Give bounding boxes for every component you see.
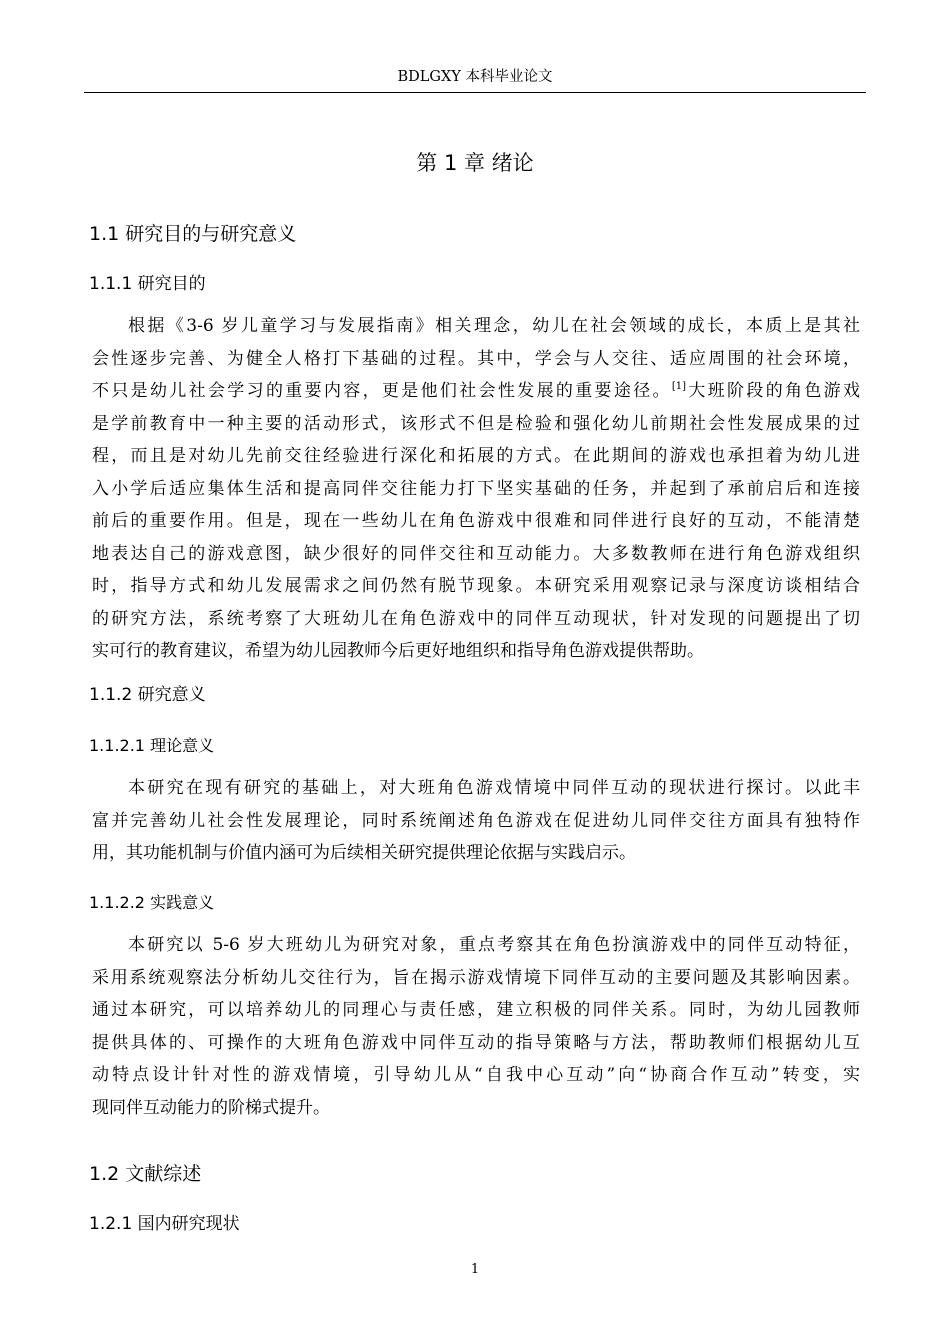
text-line: 程，而且是对幼儿先前交往经验进行深化和拓展的方式。在此期间的游戏也承担着为幼儿进 <box>92 446 860 466</box>
text-line: 地表达自己的游戏意图，缺少很好的同伴交往和互动能力。大多数教师在进行角色游戏组织 <box>92 543 860 564</box>
paragraph-research-purpose <box>92 310 860 668</box>
text-line: 时，指导方式和幼儿发展需求之间仍然有脱节现象。本研究采用观察记录与深度访谈相结合 <box>92 576 860 596</box>
chapter-title: 第 1 章 绪论 <box>416 151 534 175</box>
text-line: 提供具体的、可操作的大班角色游戏中同伴互动的指导策略与方法，帮助教师们根据幼儿互 <box>92 1032 860 1053</box>
section-heading-1-1-2: 1.1.2 研究意义 <box>89 685 206 705</box>
text-segment: 大班阶段的角色游戏 <box>686 381 861 401</box>
text-line: 动特点设计针对性的游戏情境，引导幼儿从“自我中心互动”向“协商合作互动”转变，实 <box>92 1065 860 1085</box>
section-heading-1-1-2-2: 1.1.2.2 实践意义 <box>89 893 215 912</box>
section-heading-1-1-1: 1.1.1 研究目的 <box>89 274 206 294</box>
text-line: 用，其功能机制与价值内涵可为后续相关研究提供理论依据与实践启示。 <box>92 843 636 863</box>
text-line <box>92 375 860 408</box>
text-line: 实可行的教育建议，希望为幼儿园教师今后更好地组织和指导角色游戏提供帮助。 <box>92 641 704 661</box>
text-line: 本研究在现有研究的基础上，对大班角色游戏情境中同伴互动的现状进行探讨。以此丰 <box>128 778 860 798</box>
text-line: 富并完善幼儿社会性发展理论，同时系统阐述角色游戏在促进幼儿同伴交往方面具有独特作 <box>92 810 860 831</box>
citation-marker: [1] <box>671 381 687 392</box>
text-line: 入小学后适应集体生活和提高同伴交往能力打下坚实基础的任务，并起到了承前启后和连接 <box>92 478 860 499</box>
text-segment: 不只是幼儿社会学习的重要内容，更是他们社会性发展的重要途径。 <box>92 381 672 401</box>
section-heading-1-2: 1.2 文献综述 <box>89 1163 202 1185</box>
text-line: 的研究方法，系统考察了大班幼儿在角色游戏中的同伴互动现状，针对发现的问题提出了切 <box>92 608 860 629</box>
text-line: 是学前教育中一种主要的活动形式，该形式不但是检验和强化幼儿前期社会性发展成果的过 <box>92 413 860 434</box>
text-line: 通过本研究，可以培养幼儿的同理心与责任感，建立积极的同伴关系。同时，为幼儿园教师 <box>92 1000 860 1020</box>
page-header <box>84 69 866 93</box>
text-line: 采用系统观察法分析幼儿交往行为，旨在揭示游戏情境下同伴互动的主要问题及其影响因素。 <box>92 967 860 988</box>
text-line: 现同伴互动能力的阶梯式提升。 <box>92 1097 330 1118</box>
paragraph-practical-significance <box>92 929 860 1124</box>
text-line: 根据《3-6 岁儿童学习与发展指南》相关理念，幼儿在社会领域的成长，本质上是其社 <box>128 316 860 336</box>
text-line: 会性逐步完善、为健全人格打下基础的过程。其中，学会与人交往、适应周围的社会环境， <box>92 348 860 369</box>
text-line: 前后的重要作用。但是，现在一些幼儿在角色游戏中很难和同伴进行良好的互动，不能清楚 <box>92 511 860 531</box>
text-line: 本研究以 5-6 岁大班幼儿为研究对象，重点考察其在角色扮演游戏中的同伴互动特征， <box>128 935 860 955</box>
section-heading-1-1: 1.1 研究目的与研究意义 <box>89 223 297 245</box>
section-heading-1-1-2-1: 1.1.2.1 理论意义 <box>89 736 215 755</box>
section-heading-1-2-1: 1.2.1 国内研究现状 <box>89 1214 240 1234</box>
header-text: BDLGXY 本科毕业论文 <box>397 69 553 85</box>
paragraph-theoretical-significance <box>92 772 860 870</box>
page-number: 1 <box>470 1262 480 1277</box>
